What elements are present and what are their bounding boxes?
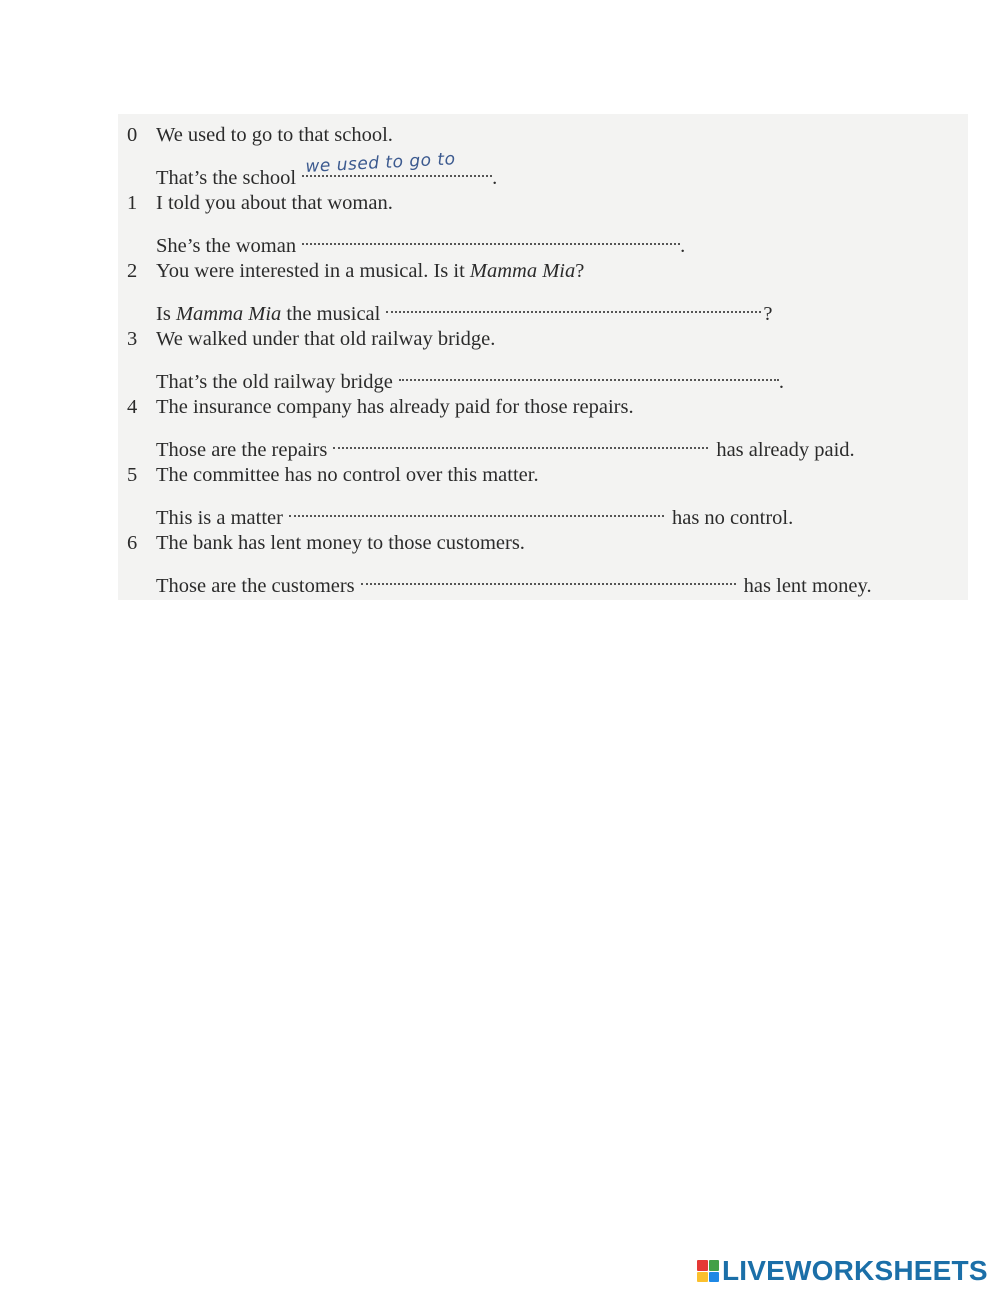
answer-field[interactable] — [333, 426, 708, 456]
item-suffix: . — [492, 167, 498, 189]
item-number: 1 — [127, 192, 138, 214]
item-number: 5 — [127, 464, 138, 486]
item-number: 3 — [127, 328, 138, 350]
example-answer: we used to go to — [305, 149, 457, 177]
answer-field[interactable] — [302, 149, 492, 184]
item-suffix: has already paid. — [716, 439, 855, 461]
item-suffix: has lent money. — [743, 575, 872, 597]
answer-field[interactable] — [399, 358, 779, 388]
item-prompt: That’s the school — [156, 167, 297, 189]
liveworksheets-brand — [697, 1256, 988, 1286]
item-number: 2 — [127, 260, 138, 282]
musical-title: Mamma Mia — [469, 260, 576, 282]
item-suffix: has no control. — [671, 507, 794, 529]
musical-title: Mamma Mia — [175, 303, 282, 325]
item-sentence: We used to go to that school. — [156, 124, 393, 146]
answer-field[interactable] — [386, 290, 761, 320]
liveworksheets-logo-icon — [697, 1260, 719, 1282]
item-sentence: I told you about that woman. — [156, 192, 393, 214]
item-prompt: Those are the customers — [156, 575, 355, 597]
answer-field[interactable] — [289, 494, 664, 524]
item-number: 0 — [127, 124, 138, 146]
item-prompt: She’s the woman — [156, 235, 297, 257]
item-suffix: . — [680, 235, 686, 257]
answer-field[interactable] — [302, 222, 680, 252]
brand-name: LIVEWORKSHEETS — [722, 1255, 988, 1286]
item-sentence: You were interested in a musical. Is it Mamma Mia? — [156, 260, 585, 282]
item-prompt: Those are the repairs — [156, 439, 328, 461]
item-suffix: ? — [763, 303, 773, 325]
item-sentence: We walked under that old railway bridge. — [156, 328, 496, 350]
item-number: 6 — [127, 532, 138, 554]
item-prompt: That’s the old railway bridge — [156, 371, 393, 393]
item-sentence: The insurance company has already paid for those repairs. — [156, 396, 634, 418]
item-number: 4 — [127, 396, 138, 418]
item-suffix: . — [778, 371, 784, 393]
item-sentence: The committee has no control over this matter. — [156, 464, 539, 486]
item-sentence: The bank has lent money to those customers. — [156, 532, 525, 554]
item-prompt: Is Mamma Mia the musical — [156, 303, 381, 325]
item-prompt: This is a matter — [156, 507, 283, 529]
answer-field[interactable] — [361, 562, 736, 592]
